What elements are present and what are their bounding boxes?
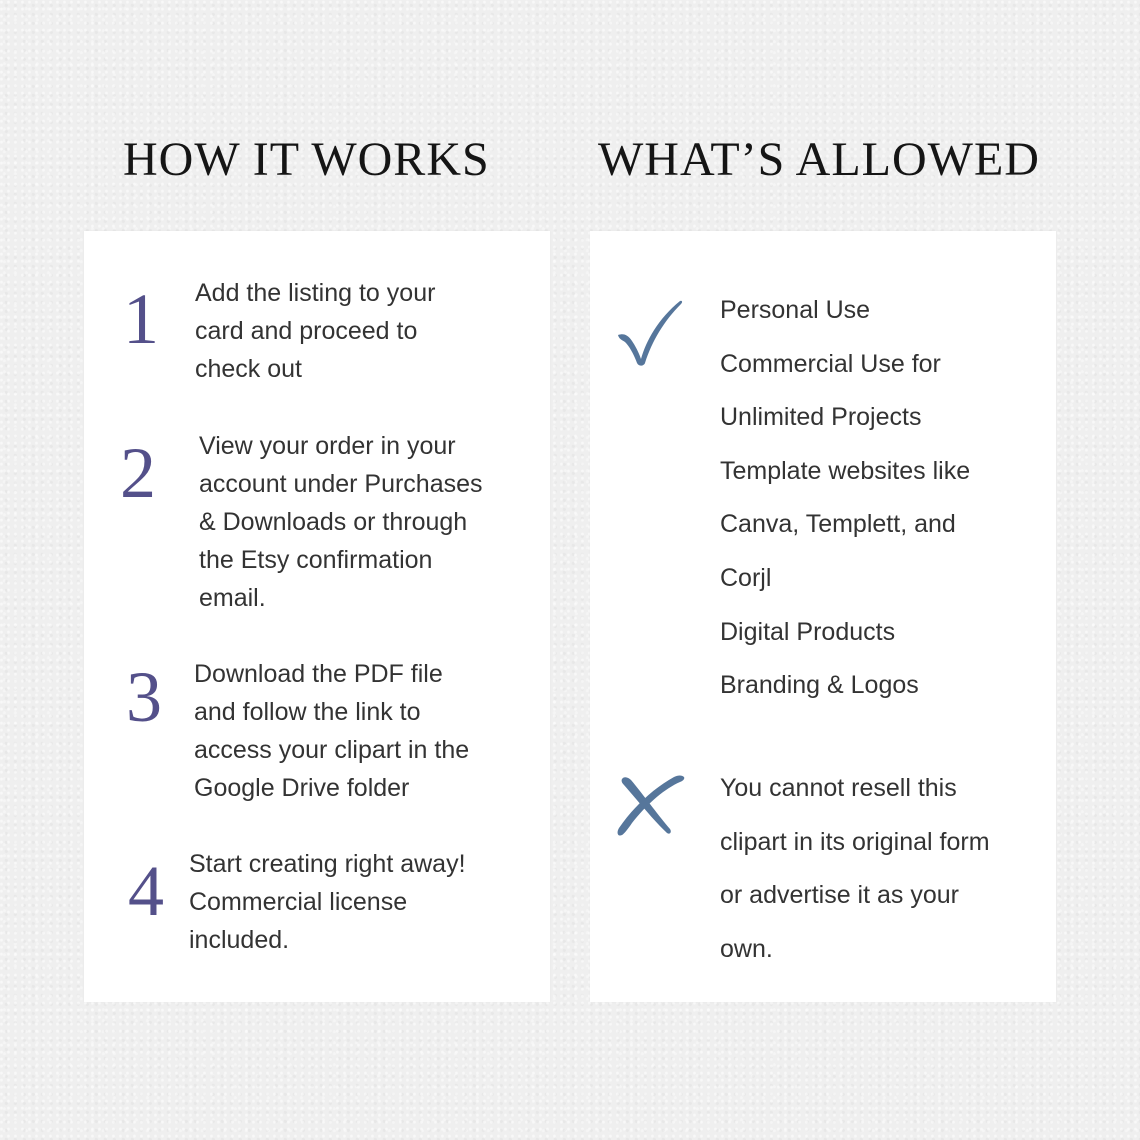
allowed-item: Canva, Templett, and	[720, 510, 956, 539]
step-text-1	[195, 274, 435, 388]
step-3-line: Google Drive folder	[194, 774, 410, 802]
step-1-line: check out	[195, 355, 303, 383]
allowed-list	[720, 284, 970, 713]
how-it-works-heading: HOW IT WORKS	[123, 133, 490, 186]
not-allowed-text	[720, 762, 990, 976]
not-allowed-line: clipart in its original form	[720, 827, 990, 856]
step-2-line: email.	[199, 584, 266, 612]
step-3-line: and follow the link to	[194, 698, 421, 726]
step-4-line: Commercial license	[189, 888, 408, 916]
step-number-4: 4	[128, 851, 164, 931]
step-number-1: 1	[123, 279, 159, 359]
step-2-line: account under Purchases	[199, 470, 483, 498]
step-number-3: 3	[126, 657, 162, 737]
step-2-line: & Downloads or through	[199, 508, 468, 536]
step-4-line: included.	[189, 926, 290, 954]
step-text-4	[189, 845, 466, 959]
step-4-line: Start creating right away!	[189, 850, 466, 878]
allowed-item: Unlimited Projects	[720, 403, 922, 432]
whats-allowed-card	[590, 231, 1056, 1002]
allowed-item: Template websites like	[720, 456, 971, 485]
step-1-line: card and proceed to	[195, 317, 418, 345]
not-allowed-line: own.	[720, 934, 773, 963]
step-number-2: 2	[120, 433, 156, 513]
allowed-item: Branding & Logos	[720, 671, 919, 700]
whats-allowed-heading: WHAT’S ALLOWED	[598, 133, 1040, 186]
step-2-line: View your order in your	[199, 432, 456, 460]
not-allowed-line: or advertise it as your	[720, 881, 959, 910]
not-allowed-line: You cannot resell this	[720, 774, 957, 802]
checkmark-icon	[614, 295, 686, 374]
step-text-2	[199, 427, 483, 617]
allowed-item: Commercial Use for	[720, 349, 941, 378]
step-text-3	[194, 655, 469, 807]
step-1-line: Add the listing to your	[195, 279, 436, 307]
allowed-item: Personal Use	[720, 296, 871, 324]
step-3-line: access your clipart in the	[194, 736, 470, 764]
step-3-line: Download the PDF file	[194, 660, 443, 688]
cross-icon	[614, 771, 688, 846]
step-2-line: the Etsy confirmation	[199, 546, 433, 574]
allowed-item: Corjl	[720, 563, 772, 592]
how-it-works-card	[84, 231, 550, 1002]
allowed-item: Digital Products	[720, 617, 896, 646]
